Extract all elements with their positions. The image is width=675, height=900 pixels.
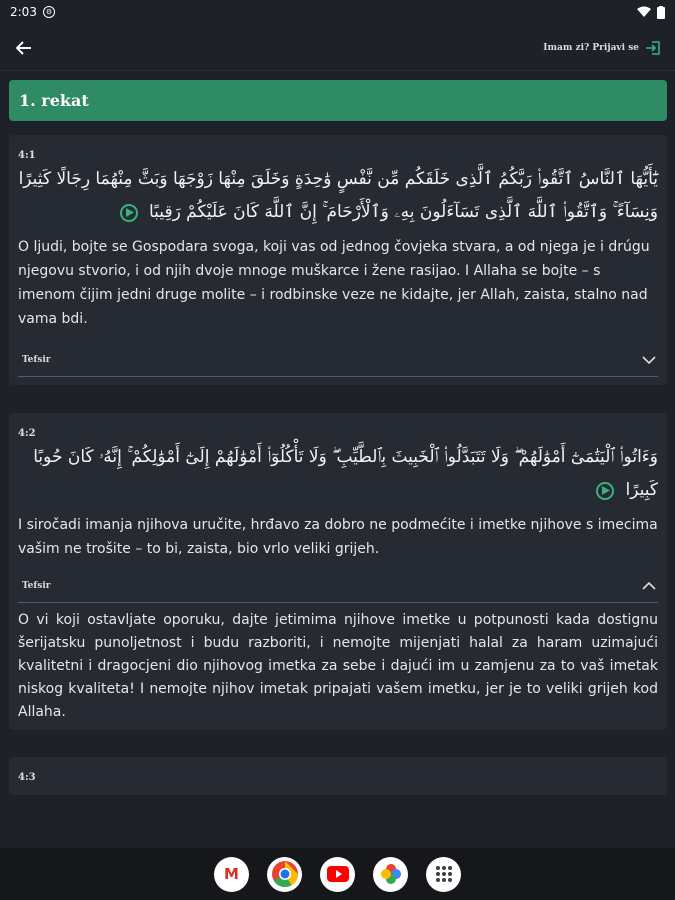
gmail-icon[interactable]: M xyxy=(214,857,249,892)
tefsir-text: O vi koji ostavljate oporuku, dajte jetimima njihove imetke u potpunosti kada dostignu šerijatsku punoljetnost i budu razboriti, i nemojte mijenjati halal za haram uzimajući kvalitetni i dragocjeni dio njihovog imetka za sebe i dajući im u zamjenu za to vaš imetak niskog kvaliteta! I nemojte njihov imetak pripajati vašem imetku, jer je to veliki grijeh kod Allaha. xyxy=(18,612,658,720)
play-icon[interactable] xyxy=(596,482,614,500)
section-title: 1. rekat xyxy=(19,91,89,110)
photos-icon[interactable] xyxy=(373,857,408,892)
verse-card xyxy=(9,135,667,385)
verse-number: 4:1 xyxy=(18,150,36,161)
translation-text: O ljudi, bojte se Gospodara svoga, koji vas od jednog čovjeka stvara, a od njega je i drúgu njegovu stvorio, i od njih dvoje mnoge muškarce i žene rasijao. I Allaha se bojte – s imenom čijim jedni druge molite – i rodbinske veze ne kidajte, jer Allah, zaista, stalno nad vama bdi. xyxy=(18,239,650,327)
app-bar xyxy=(0,28,675,68)
notification-icon: ⚙ xyxy=(43,6,55,18)
verse-number: 4:2 xyxy=(18,428,36,439)
youtube-icon[interactable] xyxy=(320,857,355,892)
tefsir-label: Tefsir xyxy=(22,354,51,365)
verse-card xyxy=(9,413,667,730)
battery-icon xyxy=(657,6,665,19)
back-button[interactable] xyxy=(14,38,34,58)
status-time: 2:03 xyxy=(10,5,37,19)
play-icon[interactable] xyxy=(120,204,138,222)
app-drawer-icon[interactable] xyxy=(426,857,461,892)
tefsir-toggle[interactable] xyxy=(18,343,658,377)
chevron-down-icon xyxy=(642,356,656,364)
verse-card xyxy=(9,757,667,795)
tefsir-label: Tefsir xyxy=(22,580,51,591)
section-header xyxy=(9,80,667,121)
chrome-icon[interactable] xyxy=(267,857,302,892)
login-label: Imam zi? Prijavi se xyxy=(543,43,639,53)
arabic-text: يَٰٓأَيُّهَا ٱلنَّاسُ ٱتَّقُوا۟ رَبَّكُمُ ٱلَّذِى خَلَقَكُم مِّن نَّفْسٍ وَٰحِدَةٍ وَخَلَقَ مِنْهَا زَوْجَهَا وَبَثَّ مِنْهُمَا رِجَالًا كَثِيرًا وَنِسَآءً ۚ وَٱتَّقُوا۟ ٱللَّهَ ٱلَّذِى تَسَآءَلُونَ بِهِۦ وَٱلْأَرْحَامَ ۚ إِنَّ ٱللَّهَ كَانَ عَلَيْكُمْ رَقِيبًا xyxy=(18,169,658,222)
translation-text: I siročadi imanja njihova uručite, hrđavo za dobro ne podmećite i imetke njihove s imecima vašim ne trošite – to bi, zaista, bio vrlo veliki grijeh. xyxy=(18,517,658,557)
arabic-text: وَءَاتُوا۟ ٱلْيَتَٰمَىٰٓ أَمْوَٰلَهُمْ ۖ وَلَا تَتَبَدَّلُوا۟ ٱلْخَبِيثَ بِٱلطَّيِّبِ ۖ وَلَا تَأْكُلُوٓا۟ أَمْوَٰلَهُمْ إِلَىٰٓ أَمْوَٰلِكُمْ ۚ إِنَّهُۥ كَانَ حُوبًا كَبِيرًا xyxy=(33,447,658,500)
tefsir-toggle[interactable] xyxy=(18,569,658,603)
app-dock xyxy=(0,848,675,900)
login-button[interactable] xyxy=(543,40,661,56)
appbar-divider xyxy=(0,70,675,71)
login-icon xyxy=(645,40,661,56)
verse-number: 4:3 xyxy=(18,772,36,783)
wifi-icon xyxy=(637,6,651,18)
arrow-back-icon xyxy=(16,41,32,55)
status-bar xyxy=(0,0,675,24)
chevron-up-icon xyxy=(642,582,656,590)
